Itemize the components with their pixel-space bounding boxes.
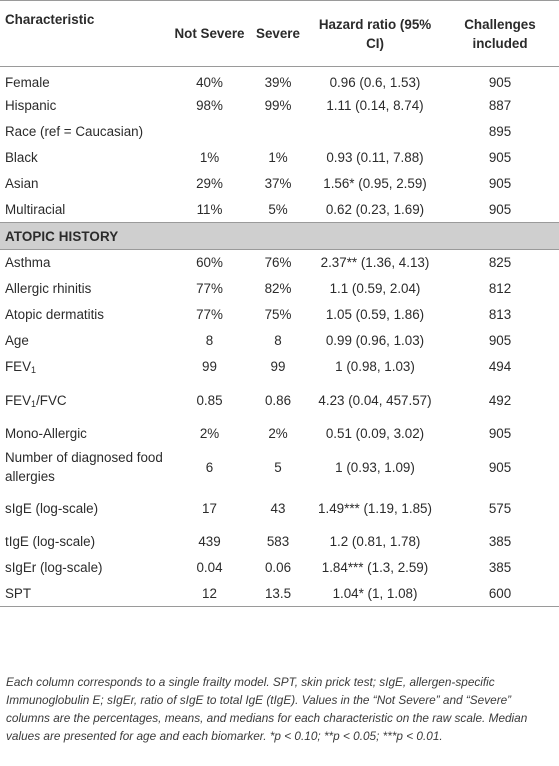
cell-characteristic: sIgEr (log-scale) <box>5 560 103 575</box>
cell-hazard-ratio: 1.49*** (1.19, 1.85) <box>318 500 432 516</box>
cell-not-severe: 439 <box>198 534 221 549</box>
cell-not-severe: 99 <box>202 359 217 374</box>
table-row <box>0 276 559 302</box>
cell-hazard-ratio: 1.11 (0.14, 8.74) <box>326 98 424 113</box>
cell-characteristic: Asian <box>5 176 39 191</box>
table-row <box>0 555 559 581</box>
cell-not-severe: 8 <box>205 333 214 348</box>
cell-characteristic: Age <box>5 333 29 348</box>
cell-characteristic: tIgE (log-scale) <box>5 534 96 549</box>
cell-not-severe: 60% <box>196 255 223 271</box>
section-row-atopic-history <box>0 223 559 250</box>
cell-severe: 8 <box>274 333 282 348</box>
cell-characteristic: sIgE (log-scale) <box>5 500 99 516</box>
table-header <box>0 1 559 67</box>
cell-severe: 76% <box>264 255 292 271</box>
table-row <box>0 354 559 380</box>
cell-severe: 82% <box>264 281 292 296</box>
table-row <box>0 380 559 421</box>
cell-severe: 99% <box>264 98 292 113</box>
cell-hazard-ratio: 1.05 (0.59, 1.86) <box>325 307 425 322</box>
cell-characteristic: Mono-Allergic <box>5 426 87 441</box>
header-not-severe: Not Severe <box>172 1 247 67</box>
cell-characteristic: Black <box>5 150 38 165</box>
cell-challenges: 812 <box>488 281 512 296</box>
cell-characteristic: Race (ref = Caucasian) <box>5 124 144 139</box>
cell-challenges: 905 <box>488 150 512 165</box>
cell-challenges: 905 <box>488 333 512 348</box>
cell-characteristic: Hispanic <box>5 98 57 113</box>
cell-challenges: 905 <box>488 176 512 191</box>
cell-characteristic <box>0 354 172 380</box>
cell-severe: 583 <box>266 534 290 549</box>
cell-hazard-ratio: 1.2 (0.81, 1.78) <box>329 534 421 549</box>
table-row <box>0 197 559 223</box>
characteristic-suffix: /FVC <box>36 392 67 408</box>
cell-characteristic: Number of diagnosed food allergies <box>5 450 163 484</box>
characteristic-subscript: 1 <box>31 365 37 375</box>
table-row <box>0 529 559 555</box>
cell-severe: 13.5 <box>247 581 309 607</box>
cell-not-severe: 17 <box>202 500 217 516</box>
table-row <box>0 93 559 119</box>
cell-characteristic: Atopic dermatitis <box>5 307 104 322</box>
characteristic-subscript: 1 <box>31 398 37 409</box>
header-challenges: Challenges included <box>441 1 559 67</box>
cell-challenges: 575 <box>488 500 512 516</box>
header-hazard-ratio: Hazard ratio (95% CI) <box>309 1 441 67</box>
cell-characteristic: Multiracial <box>5 201 66 217</box>
cell-challenges: 813 <box>488 307 512 322</box>
cell-characteristic: Allergic rhinitis <box>5 281 92 296</box>
cell-hazard-ratio: 1 (0.93, 1.09) <box>335 459 415 475</box>
cell-severe: 0.06 <box>264 560 292 575</box>
section-label: ATOPIC HISTORY <box>0 223 559 250</box>
cell-challenges: 905 <box>488 426 512 441</box>
cell-not-severe: 0.85 <box>196 392 223 408</box>
cell-challenges: 895 <box>488 124 512 139</box>
cell-characteristic <box>0 380 172 421</box>
cell-not-severe: 77% <box>196 307 223 322</box>
cell-not-severe <box>172 119 247 145</box>
cell-hazard-ratio: 1 (0.98, 1.03) <box>335 359 415 374</box>
cell-challenges: 825 <box>488 255 512 271</box>
cell-severe: 43 <box>270 500 286 516</box>
cell-challenges: 385 <box>488 560 512 575</box>
cell-severe: 39% <box>264 75 292 91</box>
table-footnote: Each column corresponds to a single frailty model. SPT, skin prick test; sIgE, allergen-specific Immunoglobulin E; sIgEr, ratio of sIgE to total IgE (tIgE). Values in the “Not Severe” and “Severe” columns are the percentages, means, and medians for each characteristic on the raw scale. Median values are presented for age and each biomarker. *p < 0.10; **p < 0.05; ***p < 0.01. <box>6 675 528 743</box>
cell-hazard-ratio: 0.51 (0.09, 3.02) <box>325 426 425 441</box>
cell-severe: 2% <box>268 426 288 441</box>
table-row <box>0 302 559 328</box>
characteristic-text: FEV <box>5 359 32 374</box>
cell-challenges: 600 <box>441 581 559 607</box>
cell-not-severe: 1% <box>199 150 220 165</box>
cell-severe: 5% <box>268 201 288 217</box>
cell-hazard-ratio: 1.84*** (1.3, 2.59) <box>321 560 429 575</box>
table-row <box>0 171 559 197</box>
cell-hazard-ratio <box>309 119 441 145</box>
cell-severe: 5 <box>274 459 282 475</box>
cell-not-severe: 0.04 <box>196 560 223 575</box>
cell-severe: 99 <box>270 359 286 374</box>
cell-hazard-ratio: 1.04* (1, 1.08) <box>309 581 441 607</box>
table-row <box>0 145 559 171</box>
cell-not-severe: 6 <box>205 459 214 475</box>
cell-not-severe: 98% <box>196 98 223 113</box>
cell-severe: 1% <box>268 150 288 165</box>
cell-hazard-ratio: 0.96 (0.6, 1.53) <box>329 75 421 91</box>
cell-hazard-ratio: 2.37** (1.36, 4.13) <box>320 255 430 271</box>
cell-challenges: 905 <box>488 201 512 217</box>
cell-challenges: 905 <box>488 75 512 91</box>
table-row <box>0 250 559 276</box>
cell-challenges: 494 <box>488 359 512 374</box>
cell-hazard-ratio: 1.1 (0.59, 2.04) <box>329 281 421 296</box>
cell-characteristic: SPT <box>0 581 172 607</box>
cell-not-severe: 40% <box>196 75 223 91</box>
cell-hazard-ratio: 0.99 (0.96, 1.03) <box>325 333 425 348</box>
header-characteristic: Characteristic <box>0 1 172 67</box>
header-severe: Severe <box>247 1 309 67</box>
table-row <box>0 488 559 529</box>
cell-severe: 37% <box>264 176 292 191</box>
cell-challenges: 492 <box>488 392 512 408</box>
cell-challenges: 887 <box>488 98 512 113</box>
cell-not-severe: 77% <box>196 281 223 296</box>
cell-hazard-ratio: 4.23 (0.04, 457.57) <box>318 392 432 408</box>
cell-not-severe: 2% <box>199 426 220 441</box>
cell-not-severe: 12 <box>172 581 247 607</box>
cell-challenges: 905 <box>488 459 512 475</box>
cell-characteristic: Asthma <box>5 255 51 271</box>
table-row <box>0 67 559 93</box>
cell-hazard-ratio: 0.93 (0.11, 7.88) <box>326 150 424 165</box>
cell-challenges: 385 <box>488 534 512 549</box>
table-row <box>0 421 559 447</box>
cell-not-severe: 29% <box>196 176 223 191</box>
cell-hazard-ratio: 1.56* (0.95, 2.59) <box>323 176 427 191</box>
table-row <box>0 447 559 488</box>
cell-severe <box>247 119 309 145</box>
cell-characteristic: Female <box>5 75 50 91</box>
table-row <box>0 119 559 145</box>
cell-hazard-ratio: 0.62 (0.23, 1.69) <box>325 201 425 217</box>
table-row <box>0 581 559 607</box>
cell-not-severe: 11% <box>196 201 223 217</box>
characteristic-text: FEV <box>5 392 32 408</box>
table-row <box>0 328 559 354</box>
cell-severe: 75% <box>264 307 292 322</box>
table-body <box>0 67 559 607</box>
cell-severe: 0.86 <box>264 392 292 408</box>
